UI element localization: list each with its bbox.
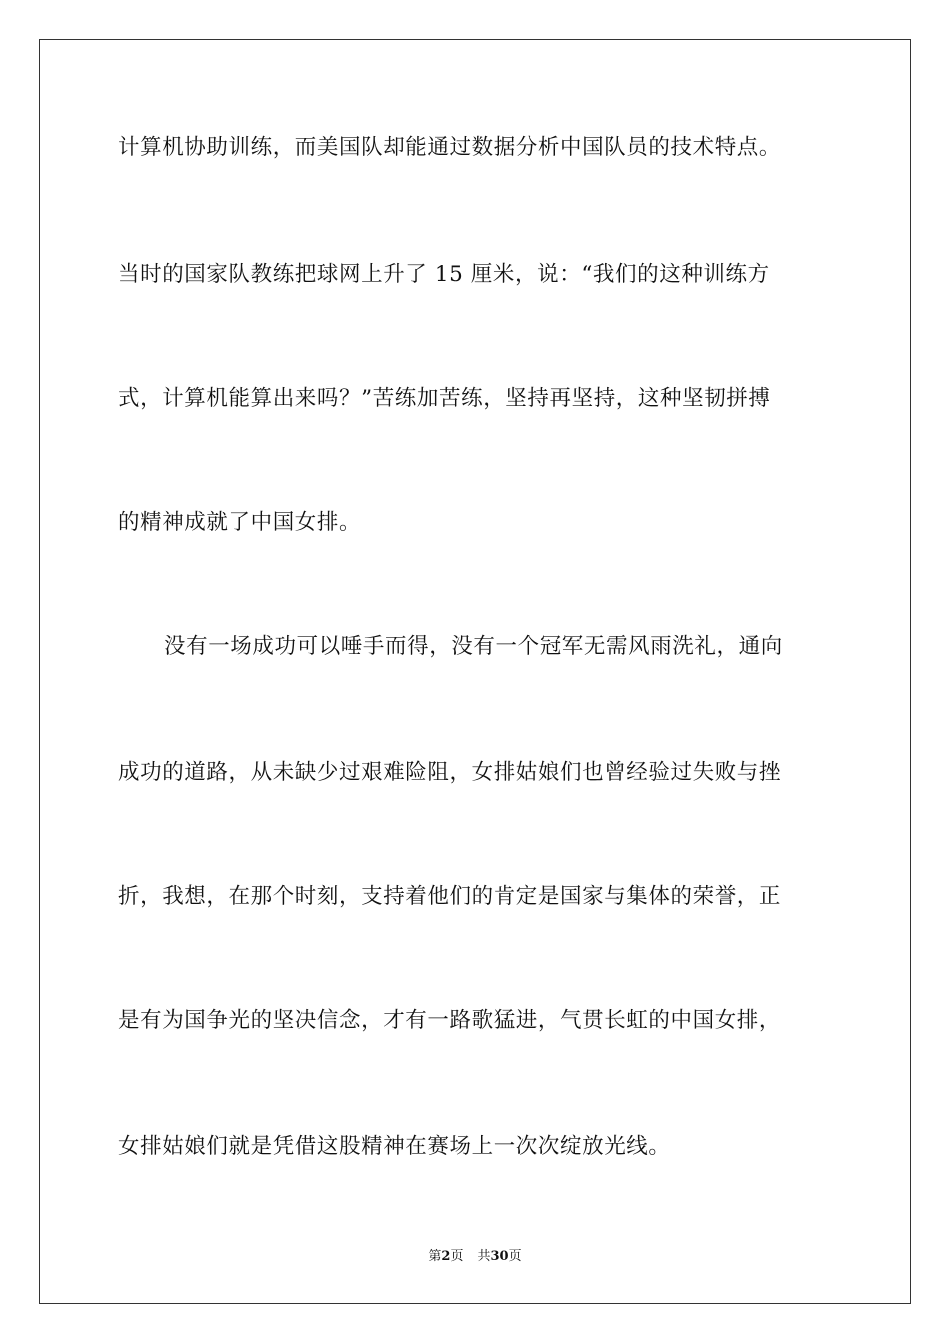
total-suffix: 页 — [508, 1249, 522, 1264]
paragraph-line-5: 没有一场成功可以唾手而得，没有一个冠军无需风雨洗礼，通向 — [164, 634, 783, 659]
paragraph-line-2: 当时的国家队教练把球网上升了 15 厘米，说：“我们的这种训练方 — [118, 262, 770, 287]
paragraph-line-9: 女排姑娘们就是凭借这股精神在赛场上一次次绽放光线。 — [118, 1134, 671, 1159]
total-prefix: 共 — [477, 1249, 491, 1264]
page-border — [39, 39, 911, 1304]
paragraph-line-6: 成功的道路，从未缺少过艰难险阻，女排姑娘们也曾经验过失败与挫 — [118, 760, 782, 785]
current-page-number: 2 — [441, 1249, 451, 1264]
paragraph-line-1: 计算机协助训练，而美国队却能通过数据分析中国队员的技术特点。 — [118, 135, 782, 160]
paragraph-line-3: 式，计算机能算出来吗？”苦练加苦练，坚持再坚持，这种坚韧拼搏 — [118, 386, 771, 411]
paragraph-line-7: 折，我想，在那个时刻，支持着他们的肯定是国家与集体的荣誉，正 — [118, 884, 782, 909]
paragraph-line-8: 是有为国争光的坚决信念，才有一路歌猛进，气贯长虹的中国女排， — [118, 1008, 782, 1033]
page-footer — [0, 1248, 950, 1266]
page-prefix: 第 — [428, 1249, 442, 1264]
paragraph-line-4: 的精神成就了中国女排。 — [118, 510, 362, 535]
page-suffix: 页 — [450, 1249, 464, 1264]
total-page-count: 30 — [490, 1249, 509, 1264]
